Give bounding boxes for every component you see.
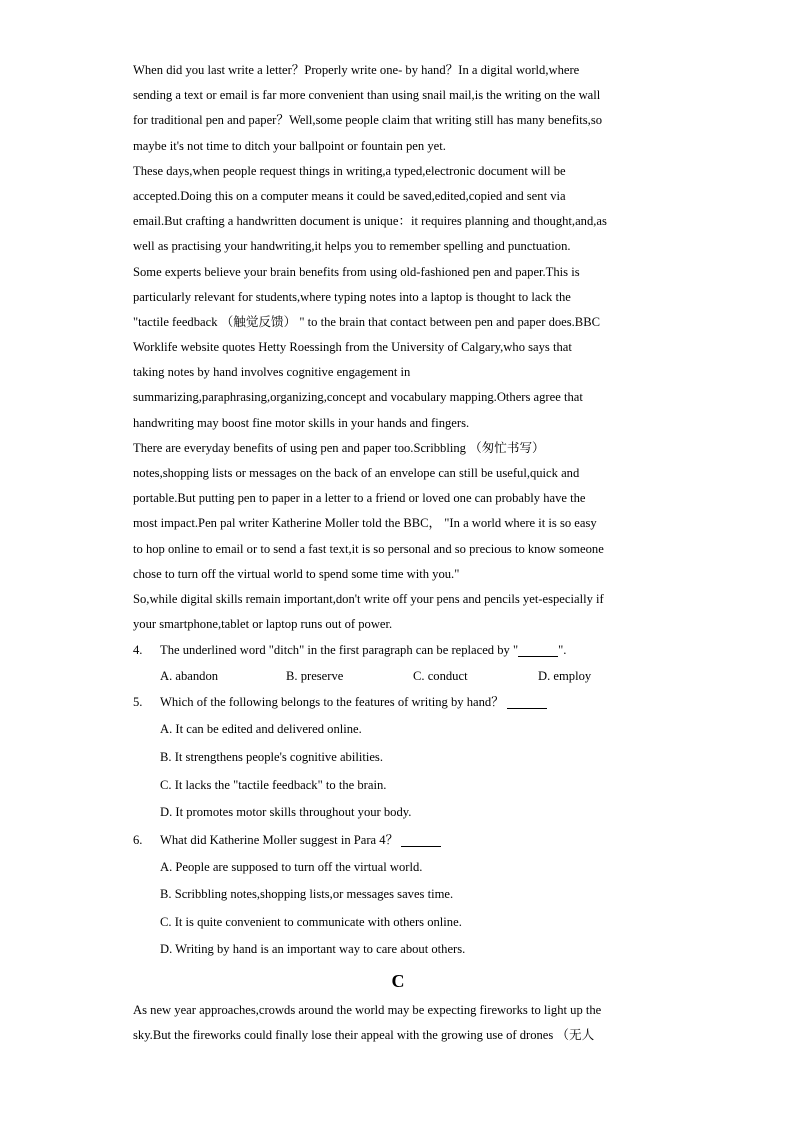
text-line: notes,shopping lists or messages on the back of an envelope can still be useful,quick and bbox=[133, 466, 580, 480]
option-d[interactable]: D. It promotes motor skills throughout your body. bbox=[160, 805, 412, 820]
text-line: email.But crafting a handwritten document is unique：it requires planning and thought,and,as bbox=[133, 214, 607, 229]
text-line: maybe it's not time to ditch your ballpoint or fountain pen yet. bbox=[133, 138, 446, 153]
option-d[interactable]: D. employ bbox=[538, 669, 592, 684]
answer-blank[interactable] bbox=[401, 832, 441, 847]
question-text: The underlined word "ditch" in the first paragraph can be replaced by " ". bbox=[160, 643, 567, 658]
paragraph-3 bbox=[133, 260, 663, 436]
text-line: summarizing,paraphrasing,organizing,concept and vocabulary mapping.Others agree that bbox=[133, 390, 583, 405]
passage bbox=[133, 58, 663, 637]
question-stem bbox=[133, 637, 663, 664]
text-line: These days,when people request things in writing,a typed,electronic document will be bbox=[133, 163, 566, 178]
text-line: Some experts believe your brain benefits from using old-fashioned pen and paper.This is bbox=[133, 264, 580, 279]
option-d[interactable]: D. Writing by hand is an important way to care about others. bbox=[160, 942, 466, 957]
question-4 bbox=[133, 637, 663, 689]
section-heading: C bbox=[391, 971, 405, 992]
text-line: most impact.Pen pal writer Katherine Moller told the BBC， "In a world where it is so easy bbox=[133, 516, 597, 531]
text-line: for traditional pen and paper？Well,some people claim that writing still has many benefits,so bbox=[133, 113, 603, 128]
option-b[interactable]: B. It strengthens people's cognitive abilities. bbox=[160, 749, 383, 764]
text-line: "tactile feedback （触觉反馈） " to the brain that contact between pen and paper does.BBC bbox=[133, 314, 601, 329]
paragraph-4 bbox=[133, 436, 663, 587]
text-line: taking notes by hand involves cognitive engagement in bbox=[133, 365, 411, 380]
question-text: Which of the following belongs to the features of writing by hand？ bbox=[160, 689, 547, 716]
question-number: 6. bbox=[133, 832, 143, 847]
options-row bbox=[133, 664, 663, 689]
question-stem bbox=[133, 827, 663, 854]
paragraph-5 bbox=[133, 587, 663, 637]
text-line: accepted.Doing this on a computer means it could be saved,edited,copied and sent via bbox=[133, 188, 566, 203]
text-line: your smartphone,tablet or laptop runs out of power. bbox=[133, 617, 393, 632]
text-line: to hop online to email or to send a fast text,it is so personal and so precious to know someone bbox=[133, 541, 604, 556]
text-line: There are everyday benefits of using pen and paper too.Scribbling （匆忙书写） bbox=[133, 440, 545, 455]
text-line: portable.But putting pen to paper in a letter to a friend or loved one can probably have the bbox=[133, 491, 586, 506]
section-c-passage bbox=[133, 998, 663, 1048]
paragraph-2 bbox=[133, 159, 663, 260]
answer-blank[interactable] bbox=[507, 694, 547, 709]
option-c[interactable]: C. It is quite convenient to communicate with others online. bbox=[160, 914, 462, 929]
document-page bbox=[133, 58, 663, 1048]
text-line: handwriting may boost fine motor skills in your hands and fingers. bbox=[133, 415, 470, 430]
question-text: What did Katherine Moller suggest in Para 4？ bbox=[160, 827, 441, 854]
option-c[interactable]: C. conduct bbox=[413, 669, 468, 684]
option-b[interactable]: B. Scribbling notes,shopping lists,or messages saves time. bbox=[160, 887, 454, 902]
text-line: sending a text or email is far more convenient than using snail mail,is the writing on the wall bbox=[133, 88, 601, 103]
option-b[interactable]: B. preserve bbox=[286, 669, 344, 684]
text-line: When did you last write a letter？Properly write one- by hand？In a digital world,where bbox=[133, 63, 580, 77]
paragraph-1 bbox=[133, 58, 663, 159]
text-line: particularly relevant for students,where typing notes into a laptop is thought to lack the bbox=[133, 289, 571, 304]
option-a[interactable]: A. People are supposed to turn off the virtual world. bbox=[160, 859, 423, 874]
text-line: As new year approaches,crowds around the world may be expecting fireworks to light up the bbox=[133, 1003, 602, 1018]
text-line: well as practising your handwriting,it helps you to remember spelling and punctuation. bbox=[133, 239, 571, 254]
question-stem bbox=[133, 689, 663, 716]
question-number: 5. bbox=[133, 695, 143, 710]
option-c[interactable]: C. It lacks the "tactile feedback" to the brain. bbox=[160, 777, 387, 792]
answer-blank[interactable] bbox=[518, 642, 558, 657]
text-line: Worklife website quotes Hetty Roessingh from the University of Calgary,who says that bbox=[133, 340, 572, 355]
text-line: chose to turn off the virtual world to spend some time with you." bbox=[133, 566, 460, 581]
text-line: So,while digital skills remain important,don't write off your pens and pencils yet-especially if bbox=[133, 591, 604, 606]
question-6 bbox=[133, 827, 663, 964]
option-a[interactable]: A. It can be edited and delivered online. bbox=[160, 722, 362, 737]
text-line: sky.But the fireworks could finally lose their appeal with the growing use of drones （无人 bbox=[133, 1028, 595, 1043]
question-number: 4. bbox=[133, 643, 143, 658]
question-5 bbox=[133, 689, 663, 826]
option-a[interactable]: A. abandon bbox=[160, 669, 219, 684]
